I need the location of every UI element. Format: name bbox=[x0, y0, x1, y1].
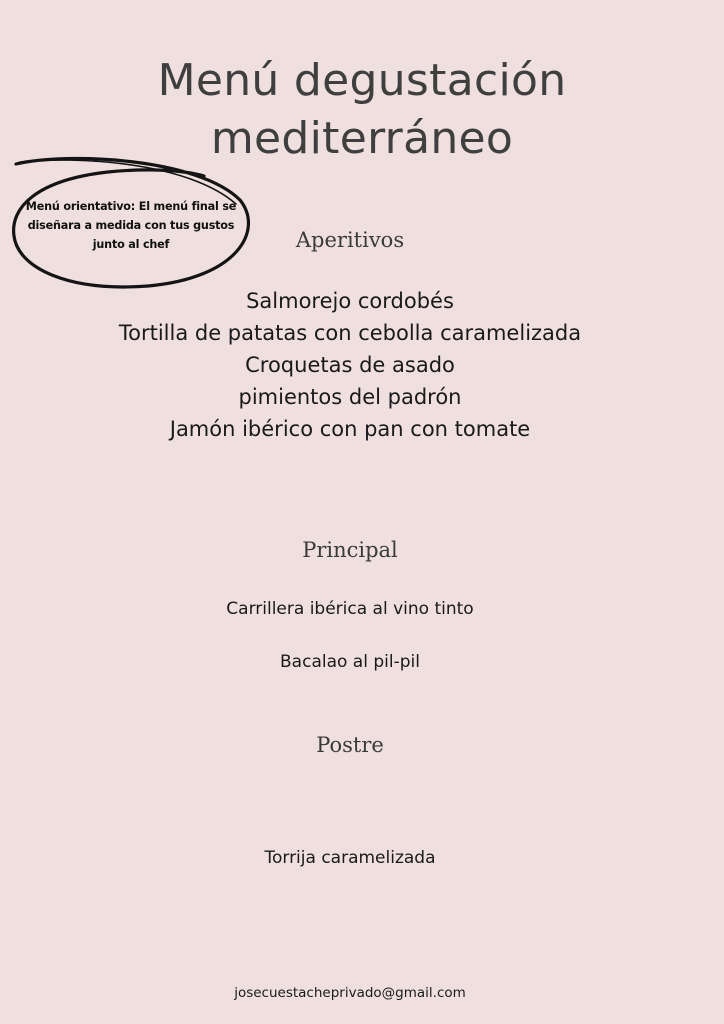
note-line-2: diseñara a medida con tus gustos bbox=[27, 219, 235, 232]
footer-email: josecuestacheprivado@gmail.com bbox=[234, 985, 466, 1001]
list-item: Tortilla de patatas con cebolla caramelizada bbox=[118, 321, 582, 345]
list-item: Torrija caramelizada bbox=[264, 848, 436, 868]
postre-list bbox=[0, 845, 700, 871]
list-item: Carrillera ibérica al vino tinto bbox=[226, 599, 474, 619]
section-heading-postre: Postre bbox=[316, 733, 384, 757]
note-line-3: junto al chef bbox=[92, 238, 170, 251]
section-heading-aperitivos: Aperitivos bbox=[295, 228, 405, 252]
principal-list bbox=[0, 596, 700, 622]
section-heading-principal: Principal bbox=[302, 538, 398, 562]
page-title-line-1: Menú degustación bbox=[157, 55, 567, 106]
note-callout bbox=[8, 150, 258, 295]
list-item: Salmorejo cordobés bbox=[246, 289, 454, 313]
list-item: Jamón ibérico con pan con tomate bbox=[169, 417, 531, 441]
note-line-1: Menú orientativo: El menú final se bbox=[25, 200, 237, 213]
principal-list-2 bbox=[0, 649, 700, 675]
list-item: pimientos del padrón bbox=[238, 385, 462, 409]
page-title-line-2: mediterráneo bbox=[210, 113, 514, 164]
list-item: Bacalao al pil-pil bbox=[280, 652, 420, 672]
aperitivos-list bbox=[0, 285, 700, 445]
list-item: Croquetas de asado bbox=[245, 353, 455, 377]
